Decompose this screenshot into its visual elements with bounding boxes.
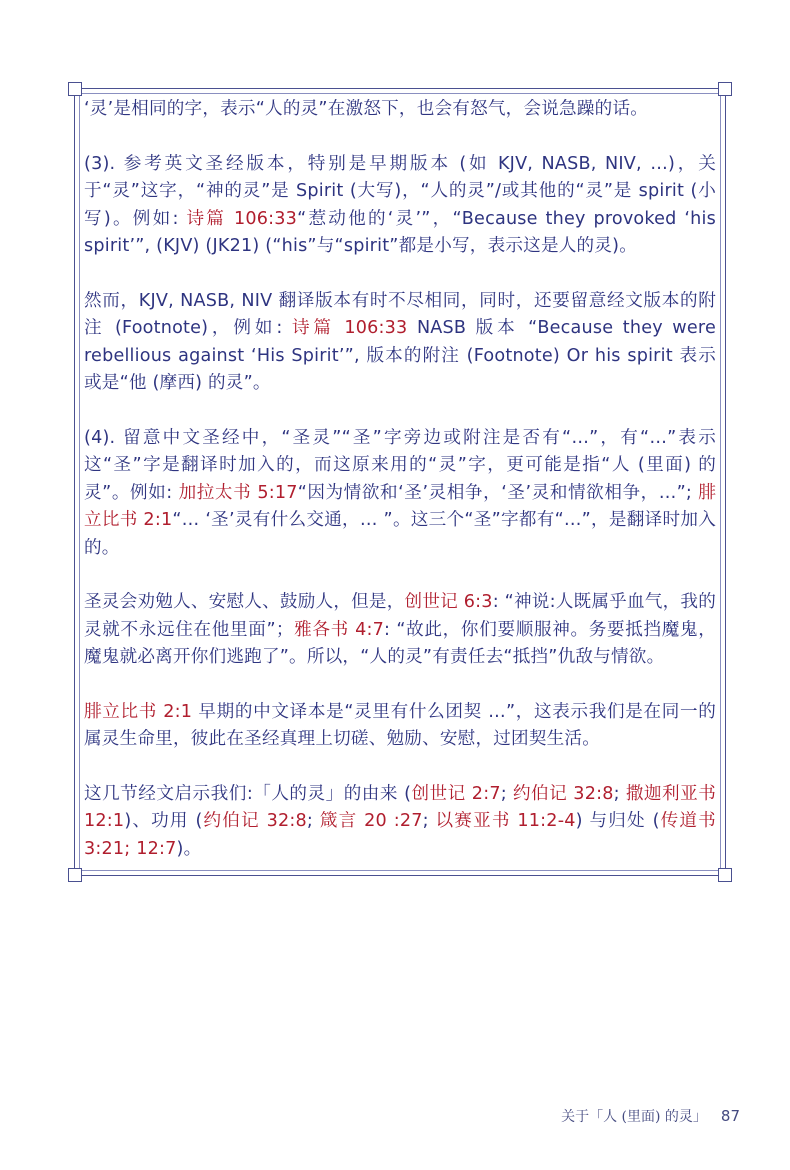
text-segment: ‘灵’是相同的字，表示“人的灵”在激怒下，也会有怒气，会说急躁的话。 [84,99,649,119]
scripture-reference: 腓立比书 2:1 [84,701,193,722]
body-text [84,96,716,890]
text-segment: “因为情欲和‘圣’灵相争，‘圣’灵和情欲相争，…”; [297,482,699,503]
corner-ornament-top-left [68,82,82,96]
scripture-reference: 腓立比书 2:1 [84,482,716,530]
scripture-reference: 雅各书 4:7 [293,619,385,640]
text-segment: ; [422,811,436,831]
text-segment: “惹动他的‘灵’”，“Because they provoked ‘his spirit’”, (KJV) (JK21) (“his”与“spirit”都是小写，表示这是人的灵)。 [84,208,716,256]
paragraph [84,589,716,672]
text-segment: )、功用 ( [124,811,203,831]
text-segment: 然而，KJV, NASB, NIV 翻译版本有时不尽相同，同时，还要留意经文版本的附注 (Footnote)，例如: [84,290,716,338]
scripture-reference: 诗篇 106:33 [291,318,408,338]
text-segment: : “神说:人既属乎血气，我的灵就不永远住在他里面”； [84,592,716,640]
text-segment: 这几节经文启示我们:「人的灵」的由来 ( [84,783,412,804]
text-segment: : “故此，你们要顺服神。务要抵挡魔鬼，魔鬼就必离开你们逃跑了”。所以，“人的灵”有责任去“抵挡”仇敌与情欲。 [84,619,717,667]
scripture-reference: 诗篇 106:33 [186,208,298,229]
paragraph [84,96,716,124]
scripture-reference: 创世记 6:3 [404,592,493,612]
text-segment: (4). 留意中文圣经中，“圣灵”“圣”字旁边或附注是否有“…”，有“…”表示这“圣”字是翻译时加入的，而这原来用的“灵”字，更可能是指“人 (里面) 的灵”。例如: [84,427,716,503]
scripture-reference: 传道书 3:21; 12:7 [84,811,716,859]
scripture-reference: 以赛亚书 11:2-4 [435,811,576,831]
scripture-reference: 箴言 20 :27 [319,811,423,831]
paragraph [84,699,716,754]
text-segment: ; [500,783,513,804]
page-number: 87 [720,1107,740,1125]
text-segment: 早期的中文译本是“灵里有什么团契 …”，这表示我们是在同一的属灵生命里，彼此在圣经真理上切磋、勉励、安慰，过团契生活。 [84,701,716,749]
text-segment: “… ‘圣’灵有什么交通，… ”。这三个“圣”字都有“…”，是翻译时加入的。 [84,510,717,558]
paragraph [84,781,716,864]
scripture-reference: 约伯记 32:8 [512,783,614,804]
scripture-reference: 约伯记 32:8 [202,811,307,831]
paragraph [84,288,716,398]
text-segment: ; [306,811,320,831]
corner-ornament-top-right [718,82,732,96]
text-segment: (3). 参考英文圣经版本，特别是早期版本 (如 KJV, NASB, NIV, …)，关于“灵”这字，“神的灵”是 Spirit (大写)，“人的灵”/或其他的“灵”是 spirit (小写)。例如: [84,153,716,229]
corner-ornament-bottom-right [718,868,732,882]
text-segment: ; [613,783,626,804]
paragraph [84,425,716,563]
text-segment: )。 [176,838,202,859]
corner-ornament-bottom-left [68,868,82,882]
text-segment: ) 与归处 ( [575,811,660,831]
text-segment: 圣灵会劝勉人、安慰人、鼓励人，但是， [84,592,405,612]
scripture-reference: 撒迦利亚书 12:1 [84,783,717,831]
paragraph [84,151,716,261]
page-footer [0,1106,740,1126]
scripture-reference: 加拉太书 5:17 [178,482,298,503]
running-title: 关于「人 (里面) 的灵」 [561,1109,707,1125]
text-segment: NASB 版本 “Because they were rebellious against ‘His Spirit’”, 版本的附注 (Footnote) Or his spirit 表示或是“他 (摩西) 的灵”。 [84,318,716,393]
scripture-reference: 创世记 2:7 [411,783,501,804]
